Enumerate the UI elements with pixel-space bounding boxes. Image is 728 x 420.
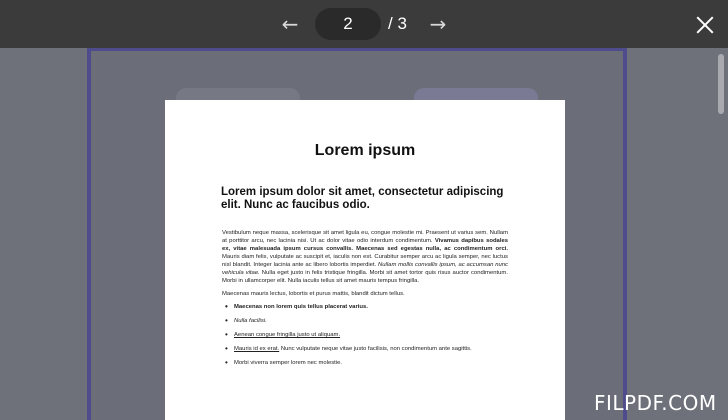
previous-page-button[interactable] <box>278 12 302 36</box>
document-subtitle: Lorem ipsum dolor sit amet, consectetur adipiscing elit. Nunc ac faucibus odio. <box>221 186 504 211</box>
list-item: • Nulla facilisi. <box>234 317 508 325</box>
pdf-page <box>165 100 565 420</box>
paragraph-text: Vestibulum neque massa, scelerisque sit amet ligula eu, congue molestie mi. Praesent ut varius sem. Nullam at porttitor arcu, nec lacinia nisi. Ut ac dolor vitae odio interdum condimentum. <box>222 230 508 244</box>
paragraph: Maecenas mauris lectus, lobortis et purus mattis, blandit dictum tellus. <box>222 291 405 297</box>
document-body <box>222 229 508 373</box>
paragraph-text: Nulla eget justo in felis tristique fringilla. Morbi sit amet tortor quis risus auctor condimentum. Morbi in ullamcorper elit. Nulla iaculis tellus sit amet mauris tempus fringilla. <box>222 270 508 284</box>
page-number-input[interactable] <box>315 8 381 40</box>
paragraph-text: Mauris diam felis, vulputate ac suscipit et, iaculis non est. Curabitur semper arcu ac ligula semper, nec luctus nisl blandit. Integer lacinia ante ac libero lobortis imperdiet. <box>222 254 508 268</box>
list-item-link[interactable]: • Aenean congue fringilla justo ut aliquam. <box>234 331 508 339</box>
paragraph-bold-text: Vivamus dapibus sodales ex, vitae malesuada ipsum cursus convallis. Maecenas sed egestas nulla, ac condimentum orci. <box>222 238 509 252</box>
document-title: Lorem ipsum <box>314 142 416 159</box>
list-item <box>234 345 508 353</box>
bullet-list <box>222 303 508 367</box>
list-item: • Maecenas non lorem quis tellus placerat varius. <box>234 303 508 311</box>
paragraph <box>222 229 508 285</box>
paragraph-italic-text: Nullam mollis convallis ipsum, ac accumsan nunc vehicula vitae. <box>222 262 508 276</box>
viewer-toolbar <box>0 0 728 48</box>
arrow-left-icon: ← <box>281 12 299 36</box>
list-item: • Morbi viverra semper lorem nec molestie. <box>234 359 508 367</box>
list-item-link[interactable]: Mauris id ex erat. <box>234 346 280 352</box>
arrow-right-icon: → <box>429 12 447 36</box>
page-total-label: / 3 <box>388 14 407 33</box>
scrollbar-thumb[interactable] <box>718 54 724 114</box>
next-page-button[interactable] <box>426 12 450 36</box>
list-item-text: Nunc vulputate neque vitae justo facilisis, non condimentum ante sagittis. <box>279 346 472 352</box>
watermark: FILPDF.COM <box>594 391 717 415</box>
close-icon[interactable] <box>693 13 717 37</box>
